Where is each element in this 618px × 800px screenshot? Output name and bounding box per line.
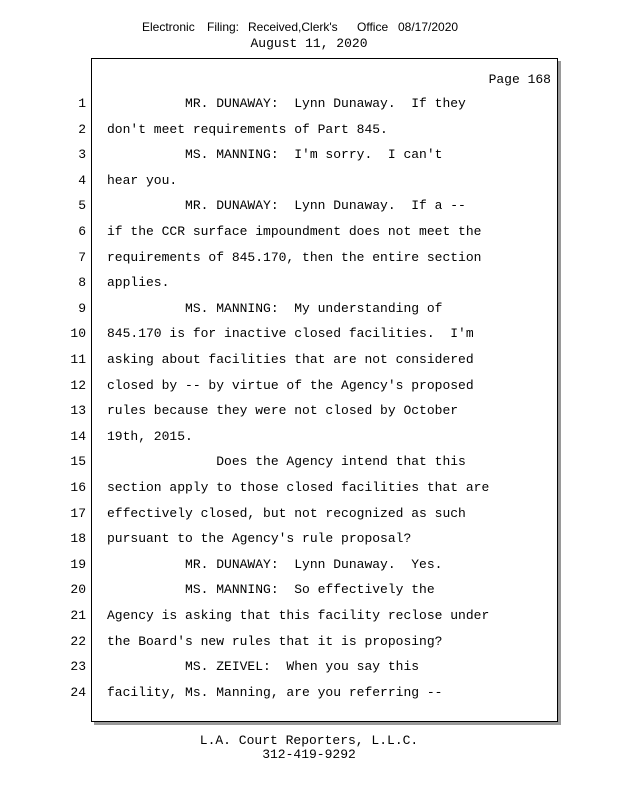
line-number: 12 — [70, 377, 86, 393]
line-number: 5 — [78, 198, 86, 214]
line-text: MS. ZEIVEL: When you say this — [107, 659, 420, 675]
line-number: 21 — [70, 608, 86, 623]
line-number: 11 — [70, 352, 86, 367]
line-number: 17 — [70, 505, 86, 521]
line-text: MR. DUNAWAY: Lynn Dunaway. If a -- — [107, 198, 466, 214]
line-number: 3 — [78, 147, 86, 163]
line-number: 20 — [70, 582, 86, 598]
line-text: 845.170 is for inactive closed facilities. I'm — [107, 326, 474, 342]
page-number: Page 168 — [488, 72, 551, 87]
line-text: 19th, 2015. — [107, 428, 193, 444]
footer-phone: 312-419-9292 — [262, 747, 356, 762]
line-text: MR. DUNAWAY: Lynn Dunaway. If they — [107, 96, 466, 111]
stamp-electronic: Electronic — [142, 20, 195, 34]
line-number: 1 — [78, 96, 86, 111]
stamp-received: Received,Clerk's — [248, 20, 338, 34]
line-text: requirements of 845.170, then the entire section — [107, 249, 482, 265]
line-number: 14 — [70, 428, 86, 444]
line-number: 23 — [70, 659, 86, 675]
line-number: 18 — [70, 531, 86, 547]
line-number: 10 — [70, 326, 86, 342]
line-number: 6 — [78, 224, 86, 239]
line-text: hear you. — [107, 172, 178, 188]
hearing-date: August 11, 2020 — [250, 36, 368, 51]
line-number: 19 — [70, 556, 86, 572]
line-text: effectively closed, but not recognized as such — [107, 505, 466, 521]
line-text: rules because they were not closed by October — [107, 403, 459, 419]
line-number: 22 — [70, 633, 86, 649]
line-number: 4 — [78, 172, 86, 188]
line-text: MS. MANNING: I'm sorry. I can't — [107, 147, 443, 163]
stamp-filing: Filing: — [207, 20, 240, 34]
line-text: Agency is asking that this facility reclose under — [107, 608, 490, 623]
line-text: MS. MANNING: My understanding of — [107, 300, 443, 316]
line-text: don't meet requirements of Part 845. — [107, 121, 388, 137]
line-text: MS. MANNING: So effectively the — [107, 582, 435, 598]
line-text: asking about facilities that are not considered — [107, 352, 474, 367]
line-number: 2 — [78, 121, 86, 137]
line-number: 7 — [78, 249, 86, 265]
line-text: facility, Ms. Manning, are you referring -- — [107, 684, 443, 700]
footer-company: L.A. Court Reporters, L.L.C. — [199, 733, 419, 748]
line-text: if the CCR surface impoundment does not meet the — [107, 224, 482, 239]
stamp-date: 08/17/2020 — [398, 20, 459, 34]
line-text: applies. — [107, 275, 170, 291]
line-number: 8 — [78, 275, 86, 291]
line-text: the Board's new rules that it is proposing? — [107, 633, 443, 649]
line-text: MR. DUNAWAY: Lynn Dunaway. Yes. — [107, 556, 443, 572]
line-number: 15 — [70, 454, 86, 470]
line-text: closed by -- by virtue of the Agency's proposed — [107, 377, 474, 393]
line-number: 13 — [70, 403, 86, 419]
stamp-office: Office — [357, 20, 389, 34]
line-number: 16 — [70, 480, 86, 495]
line-text: Does the Agency intend that this — [107, 454, 466, 470]
line-number: 9 — [78, 300, 86, 316]
line-text: pursuant to the Agency's rule proposal? — [107, 531, 412, 547]
line-text: section apply to those closed facilities that are — [107, 480, 490, 495]
line-number: 24 — [70, 684, 86, 700]
